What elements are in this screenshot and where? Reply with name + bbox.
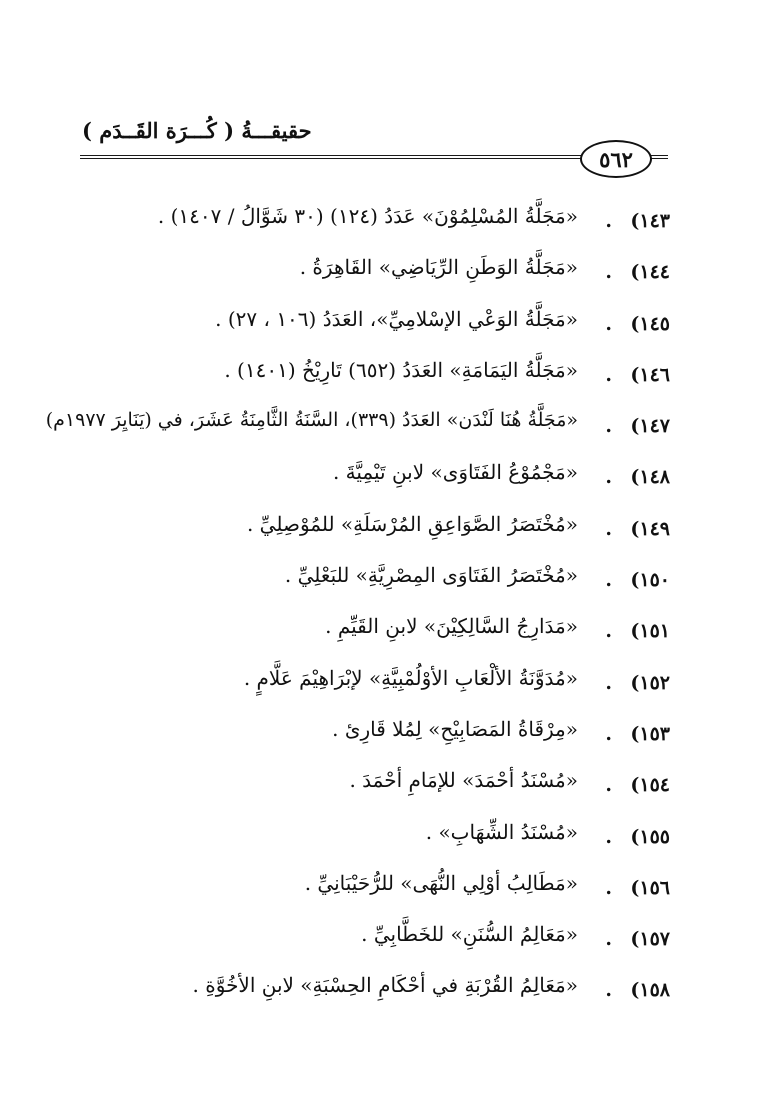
entry-dot: . [605, 774, 612, 797]
entry-number: (١٥٧ [630, 928, 670, 951]
list-item [40, 405, 670, 456]
entry-text: «مِرْقَاةُ المَصَابِيْحِ» لِمُلا قَارِئ . [332, 716, 578, 741]
entry-number: (١٤٨ [630, 466, 670, 489]
entry-number: (١٥٦ [630, 876, 670, 899]
list-item [40, 662, 670, 713]
entry-number: (١٤٩ [630, 517, 670, 540]
entry-dot: . [605, 928, 612, 951]
entry-text: «مَجَلَّةُ اليَمَامَةِ» العَدَدُ (٦٥٢) تَارِيْخُ (١٤٠١) . [224, 357, 578, 382]
entry-number: (١٤٣ [630, 210, 670, 232]
list-item [40, 764, 670, 815]
entry-dot: . [605, 979, 612, 1002]
entry-text: «مَدَارِجُ السَّالِكِيْنَ» لابنِ القَيِّمِ . [325, 614, 578, 639]
entry-number: (١٤٤ [630, 261, 670, 284]
entry-dot: . [605, 363, 612, 386]
entry-dot: . [605, 261, 612, 284]
list-item [40, 610, 670, 661]
entry-dot: . [605, 466, 612, 489]
list-item [40, 713, 670, 764]
page-header [80, 118, 670, 182]
entry-number: (١٥٥ [630, 825, 670, 848]
entry-text: «مَعَالِمُ القُرْبَةِ في أحْكَامِ الحِسْبَةِ» لابنِ الأخُوَّةِ . [192, 973, 578, 998]
entry-dot: . [605, 569, 612, 592]
entry-dot: . [605, 722, 612, 745]
entry-text: «مُخْتَصَرُ الفَتَاوَى المِصْرِيَّةِ» للبَعْلِيِّ . [284, 563, 578, 588]
list-item [40, 303, 670, 354]
entry-text: «مَطَالِبُ أوْلِي النُّهَى» للرُّحَيْبَانِيِّ . [304, 870, 578, 895]
entry-dot: . [605, 415, 612, 438]
entry-text: «مَجَلَّةُ الوَطَنِ الرِّيَاضِي» القَاهِرَةُ . [299, 255, 578, 280]
entry-number: (١٤٥ [630, 312, 670, 335]
entry-number: (١٥١ [630, 620, 670, 643]
entry-number: (١٥٤ [630, 774, 670, 797]
entry-text: «مُسْنَدُ أحْمَدَ» للإمَامِ أحْمَدَ . [349, 768, 578, 793]
entry-text: «مُدَوَّنَةُ الألْعَابِ الأوْلُمْبِيَّةِ» لإبْرَاهِيْمَ عَلَّامٍ . [243, 665, 578, 690]
header-rule [80, 155, 585, 159]
entry-dot: . [605, 312, 612, 335]
entry-number: (١٥٢ [630, 671, 670, 694]
list-item [40, 508, 670, 559]
entry-dot: . [605, 210, 612, 232]
entry-text: «مَعَالِمُ السُّنَنِ» للخَطَّابِيِّ . [361, 922, 578, 947]
entry-text: «مَجَلَّةُ المُسْلِمُوْنَ» عَدَدُ (١٢٤) (٣٠ شَوَّالُ / ١٤٠٧) . [157, 204, 578, 228]
entry-dot: . [605, 620, 612, 643]
entry-dot: . [605, 876, 612, 899]
list-item [40, 867, 670, 918]
list-item [40, 969, 670, 1020]
entry-number: (١٤٦ [630, 363, 670, 386]
entry-text: «مُخْتَصَرُ الصَّوَاعِقِ المُرْسَلَةِ» للمُوْصِلِيِّ . [246, 511, 578, 536]
entry-text: «مَجَلَّةُ هُنَا لَنْدَن» العَدَدُ (٣٣٩)، السَّنَةُ الثَّامِنَةُ عَشَرَ، في (يَنَايِرَ ١٩٧٧م) [45, 409, 578, 432]
list-item [40, 816, 670, 867]
entry-number: (١٥٣ [630, 722, 670, 745]
list-item [40, 354, 670, 405]
list-item [40, 559, 670, 610]
entry-dot: . [605, 517, 612, 540]
entry-text: «مَجْمُوْعُ الفَتَاوَى» لابنِ تَيْمِيَّةَ . [332, 460, 578, 485]
entry-dot: . [605, 671, 612, 694]
list-item [40, 918, 670, 969]
running-title: حقيقـــةُ ( كُـــرَة القَــدَم ) [82, 118, 312, 143]
reference-list [40, 200, 670, 1021]
list-item [40, 251, 670, 302]
entry-number: (١٤٧ [630, 415, 670, 438]
entry-number: (١٥٨ [630, 979, 670, 1002]
entry-text: «مُسْنَدُ الشِّهَابِ» . [425, 819, 578, 844]
entry-number: (١٥٠ [630, 569, 670, 592]
entry-dot: . [605, 825, 612, 848]
list-item [40, 200, 670, 251]
page-number: ٥٦٢ [580, 140, 652, 178]
list-item [40, 456, 670, 507]
entry-text: «مَجَلَّةُ الوَعْي الإسْلامِيِّ»، العَدَدُ (١٠٦ ، ٢٧) . [215, 306, 578, 331]
